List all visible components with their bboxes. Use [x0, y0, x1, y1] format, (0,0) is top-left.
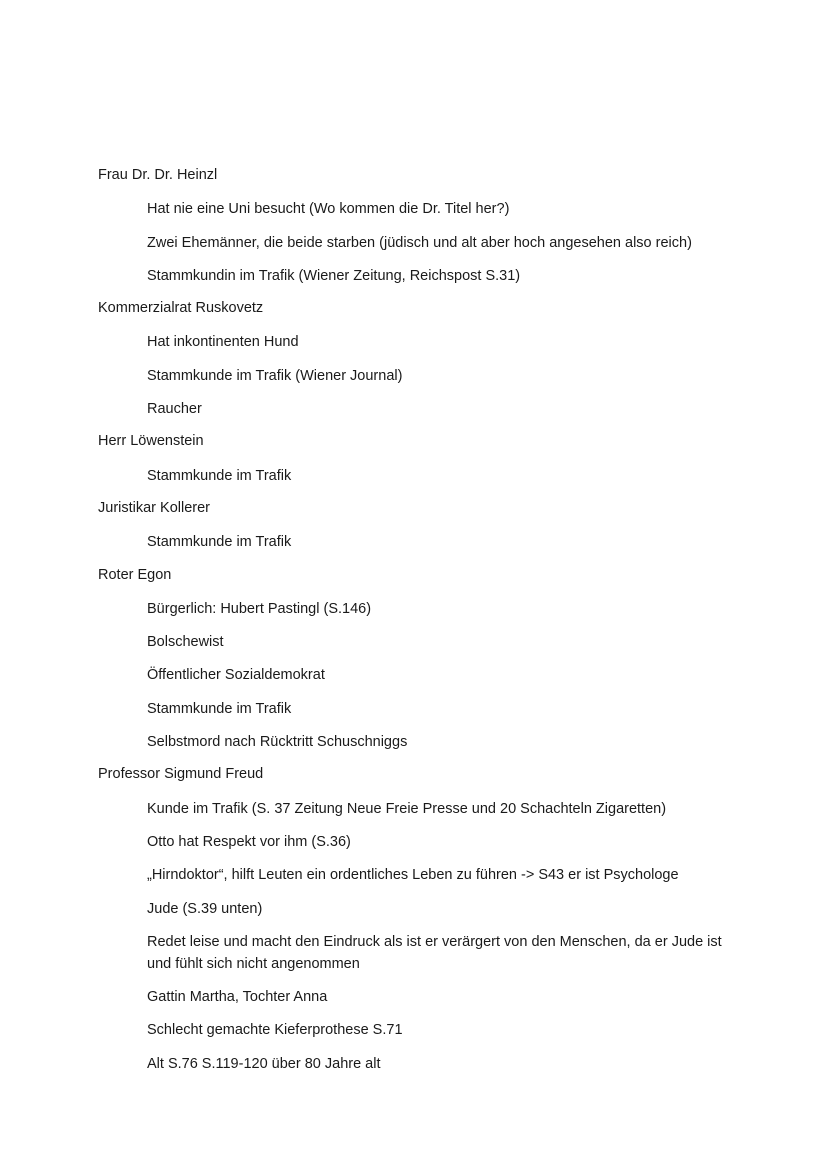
- note-item: Alt S.76 S.119-120 über 80 Jahre alt: [147, 1055, 381, 1072]
- entry-name: Herr Löwenstein: [98, 433, 204, 450]
- entry-name: Roter Egon: [98, 566, 172, 583]
- note-item: Zwei Ehemänner, die beide starben (jüdisch und alt aber hoch angesehen also reich): [147, 234, 692, 251]
- note-item: Stammkunde im Trafik: [147, 467, 292, 484]
- note-item: Jude (S.39 unten): [147, 900, 263, 917]
- note-item: Bürgerlich: Hubert Pastingl (S.146): [147, 600, 372, 617]
- entry-notes: [98, 798, 758, 1075]
- note-item: Schlecht gemachte Kieferprothese S.71: [147, 1022, 403, 1039]
- entry-name: Juristikar Kollerer: [98, 499, 210, 516]
- note-item: Otto hat Respekt vor ihm (S.36): [147, 833, 351, 850]
- entry-name: Professor Sigmund Freud: [98, 766, 264, 783]
- note-item: Bolschewist: [147, 634, 224, 651]
- note-item: „Hirndoktor“, hilft Leuten ein ordentliches Leben zu führen -> S43 er ist Psychologe: [147, 867, 679, 884]
- entry-freud: [98, 764, 758, 1074]
- entry-notes: [98, 331, 758, 420]
- entry-name: Frau Dr. Dr. Heinzl: [98, 167, 218, 183]
- character-notes: [98, 165, 758, 1086]
- entry-notes: [98, 598, 758, 753]
- note-item: Hat inkontinenten Hund: [147, 334, 299, 351]
- note-item: Stammkunde im Trafik: [147, 534, 292, 551]
- note-item: Hat nie eine Uni besucht (Wo kommen die Dr. Titel her?): [147, 201, 510, 218]
- note-item: Öffentlicher Sozialdemokrat: [147, 667, 325, 684]
- note-item: Redet leise und macht den Eindruck als ist er verärgert von den Menschen, da er Jude ist und fühlt sich nicht angenommen: [147, 933, 722, 972]
- note-item: Selbstmord nach Rücktritt Schuschniggs: [147, 734, 408, 751]
- note-item: Gattin Martha, Tochter Anna: [147, 989, 328, 1006]
- entry-notes: [98, 465, 758, 487]
- entry-loewenstein: [98, 431, 758, 486]
- note-item: Kunde im Trafik (S. 37 Zeitung Neue Freie Presse und 20 Schachteln Zigaretten): [147, 800, 667, 817]
- entry-name: Kommerzialrat Ruskovetz: [98, 300, 264, 317]
- note-item: Stammkundin im Trafik (Wiener Zeitung, Reichspost S.31): [147, 267, 521, 284]
- entry-roter-egon: [98, 565, 758, 753]
- note-item: Stammkunde im Trafik: [147, 700, 292, 717]
- entry-kollerer: [98, 498, 758, 553]
- entry-heinzl: [98, 165, 758, 287]
- note-item: Stammkunde im Trafik (Wiener Journal): [147, 367, 403, 384]
- entry-notes: [98, 531, 758, 553]
- note-item: Raucher: [147, 401, 202, 418]
- entry-ruskovetz: [98, 298, 758, 420]
- entry-notes: [98, 198, 758, 287]
